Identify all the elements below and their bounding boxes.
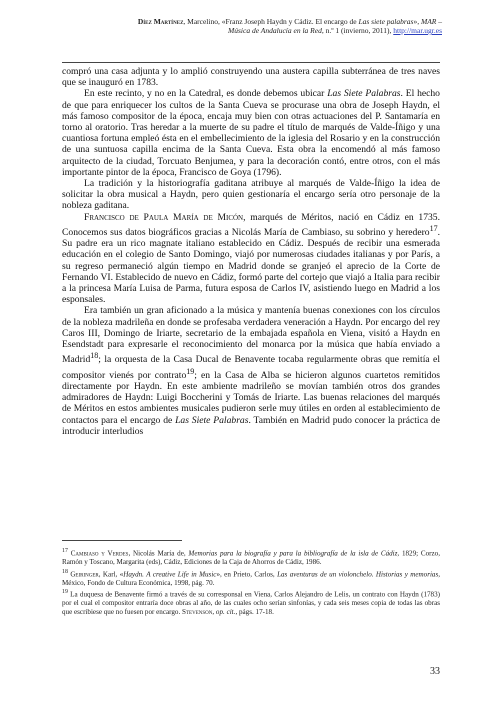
header-url-link[interactable]: http://mar.ugr.es [393, 26, 442, 35]
footnote-18 [62, 568, 440, 588]
person-name-smallcaps: Francisco de Paula María de Micón [84, 211, 244, 223]
footnote-title: Las aventuras de un violonchelo. Historias y memorias [277, 569, 439, 578]
footnote-text: , México, Fondo de Cultura Económica, 1998, pág. 70. [62, 569, 441, 587]
footnote-17 [62, 547, 440, 567]
paragraph-3: La tradición y la historiografía gaditana atribuye al marqués de Valde-Íñigo la idea de solicitar la obra musical a Haydn, pero quien gestionaría el encargo sería otro personaje de la nobleza gaditana. [62, 178, 440, 212]
footnote-author: Geiringer [70, 569, 99, 578]
work-title-italic-2: Las Siete Palabras [175, 414, 249, 426]
footnote-text: La duquesa de Benavente firmó a través de su corresponsal en Viena, Carlos Alejandro de Lelis, un contrato con Haydn (1783) por el cual el compositor entraría doce obras al año, de las cuales ocho serían sinfonías, y cada seis meses copia de todas las obras que escribiese que no fuesen por encargo. [62, 590, 440, 616]
footnote-ref-18[interactable]: 18 [90, 351, 99, 361]
paragraph-1: compró una casa adjunta y lo amplió construyendo una austera capilla subterránea de tres naves que se inauguró en 1783. [62, 66, 440, 89]
work-title-italic: Las Siete Palabras [327, 88, 401, 100]
footnote-19 [62, 588, 440, 616]
header-divider [62, 62, 440, 63]
footnote-number: 17 [62, 548, 68, 554]
footnote-author: Cambiaso y Verdes [70, 549, 129, 558]
paragraph-2 [62, 88, 440, 178]
header-journal: MAR – Música de Andalucía en la Red [228, 17, 442, 35]
paragraph-5-text-cont: ; la orquesta de la Casa Ducal de Benavente tocaba regularmente obras que remitía el compositor vienés por contrato [62, 354, 440, 381]
body-text [62, 66, 440, 437]
footnote-text: , [212, 607, 216, 616]
paragraph-2-text-cont: . El hecho de que para enriquecer los cultos de la Santa Cueva se procurase una obra de Joseph Haydn, el más famoso compositor de la época, encaja muy bien con otras actuaciones del P. Santamaría en torno al oratorio. Tras heredar a la muerte de su padre el título de marqués de Valde-Íñigo y una cuantiosa fortuna empleó ésta en el embellecimiento de la iglesia del Rosario y en la construcción de una suntuosa capilla encima de la Santa Cueva. Esta obra la encomendó al más famoso arquitecto de la ciudad, Torcuato Benjumea, y para la decoración contó, entre otros, con el más importante pintor de la época, Francisco de Goya (1796). [62, 88, 440, 178]
footnote-author: Stevenson [182, 607, 213, 616]
header-work-title: Las siete palabras [358, 17, 414, 26]
footnote-ref-19[interactable]: 19 [186, 366, 195, 376]
footnote-citation: op. cit. [215, 607, 236, 616]
footnote-title: Memorias para la biografía y para la bibliografía de la isla de Cádiz [188, 549, 398, 558]
footnote-number: 19 [62, 589, 68, 596]
header-issue: , n.º 1 (invierno, 2011), [321, 26, 394, 35]
header-after-work: », [413, 17, 421, 26]
footnotes [62, 547, 440, 617]
footnote-text: », en Prieto, Carlos, [216, 569, 278, 578]
footnote-number: 18 [62, 568, 68, 575]
paragraph-4-text-cont: . Su padre era un rico magnate italiano establecido en Cádiz. Después de recibir una esmerada educación en el colegio de Santo Domingo, viajó por numerosas ciudades italianas y por París, a su regreso permaneció algún tiempo en Madrid donde se granjeó el aprecio de la Corte de Fernando VI. Establecido de nuevo en Cádiz, formó parte del cortejo que viajó a Italia para recibir a la princesa María Luisa de Parma, futura esposa de Carlos IV, asistiendo luego en Madrid a los esponsales. [62, 227, 440, 306]
footnote-ref-17[interactable]: 17 [429, 223, 438, 233]
paragraph-5 [62, 305, 440, 437]
paragraph-5-text-end: . También en Madrid pudo conocer la práctica de introducir interludios [62, 414, 440, 437]
footnote-title: Haydn. A creative Life in Music [123, 569, 217, 578]
paragraph-5-text: Era también un gran aficionado a la música y mantenía buenas conexiones con los círculos de la nobleza madrileña en donde se profesaba verdadera veneración a Haydn. Por encargo del rey Caros III, Domingo de Iriarte, secretario de la embajada española en Viena, visitó a Haydn en Esendstadt para expresarle el reconocimiento del monarca por la música que había enviado a Madrid [62, 305, 440, 366]
header-author-rest: , Marcelino, «Franz Joseph Haydn y Cádiz. El encargo de [183, 17, 359, 26]
footnote-text: , Karl, « [98, 569, 124, 578]
running-header [120, 17, 442, 35]
paragraph-5-text-cont2: ; en la Casa de Alba se hicieron algunos cuartetos remitidos directamente por Haydn. En este ambiente madrileño se movían también otros dos grandes admiradores de Haydn: Luigi Boccherini y Tomás de Iriarte. Las buenas relaciones del marqués de Méritos en estos ambientes musicales pudieron serle muy útiles en orden al establecimiento de contactos para el encargo de [62, 369, 441, 426]
footnote-text: , págs. 17-18. [235, 607, 274, 616]
paragraph-4-text: , marqués de Méritos, nació en Cádiz en 1735. Conocemos sus datos biográficos gracias a Nicolás María de Cambiaso, su sobrino y heredero [62, 211, 440, 239]
header-author: Díez Martínez [137, 17, 184, 26]
footnote-divider [62, 540, 182, 541]
page-number: 33 [430, 666, 440, 677]
footnote-text: , Nicolás María de, [128, 549, 189, 558]
paragraph-2-text: En este recinto, y no en la Catedral, es donde debemos ubicar [84, 88, 328, 100]
footnote-text: , 1829; Corzo, Ramón y Toscano, Margarita (eds), Cádiz, Ediciones de la Caja de Ahorros de Cádiz, 1986. [62, 549, 441, 566]
paragraph-4 [62, 212, 440, 306]
